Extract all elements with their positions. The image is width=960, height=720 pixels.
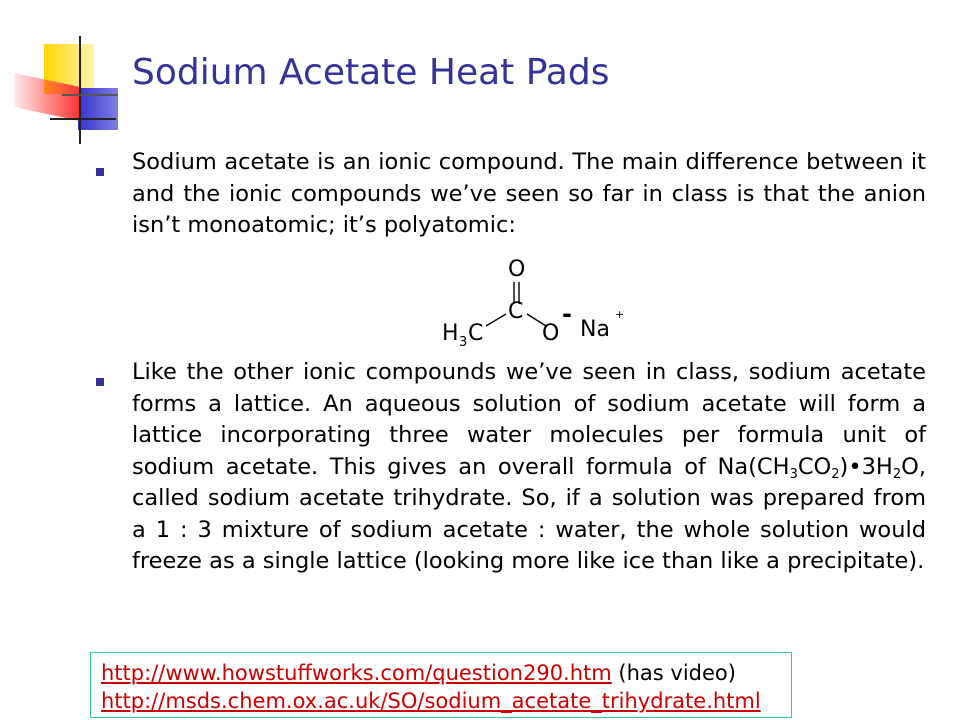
reference-links-box [90,652,792,718]
sodium-atom: Na [580,317,610,342]
methyl-subscript: 3 [459,335,468,350]
oxygen-top: O [508,257,526,282]
methyl-h: H [442,321,459,346]
bullet-marker [96,378,104,386]
msds-link[interactable]: http://msds.chem.ox.ac.uk/SO/sodium_acetate_trihydrate.html [101,689,761,713]
bullet-text-part: Like the other ionic compounds we’ve seen in class, sodium acetate forms a lattice. An aqueous solution of sodium acetate will form a lattice incorporating three water molecules per formula unit of sodium acetate. This gives an overall formula of Na(CH [132,359,926,480]
deco-horizontal-line-top [62,94,118,96]
oxygen-anion: O [542,321,560,346]
negative-charge: - [562,300,572,328]
bullet-text-part: )•3H [839,453,893,480]
howstuffworks-link[interactable]: http://www.howstuffworks.com/question290.htm [101,661,612,685]
deco-horizontal-line [50,118,116,120]
bullet-text: Sodium acetate is an ionic compound. The main difference between it and the ionic compounds we’ve seen so far in class is that the anion isn’t monoatomic; it’s polyatomic: [132,149,926,238]
subscript: 3 [789,466,798,482]
structure-svg [430,252,630,352]
sodium-acetate-structure [430,252,630,356]
carbon-atom: C [508,299,524,324]
deco-vertical-line [79,36,81,144]
subscript: 2 [892,466,902,482]
bullet-text-part: CO [797,453,832,480]
link-note: (has video) [611,661,736,685]
bullet-text [132,357,926,578]
positive-charge: + [615,308,625,321]
link-row [101,659,791,687]
bullet-marker [96,168,104,176]
bullet-text-part: O, called sodium acetate trihydrate. So, if a solution was prepared from a 1 : 3 mixture of sodium acetate : water, the whole solution would freeze as a single lattice (looking more like ice than like a precipitate). [132,453,926,574]
methyl-c: C [468,321,484,346]
subscript: 2 [831,466,840,482]
bond-left [486,314,506,326]
link-row [101,687,791,715]
page-title: Sodium Acetate Heat Pads [132,52,610,93]
